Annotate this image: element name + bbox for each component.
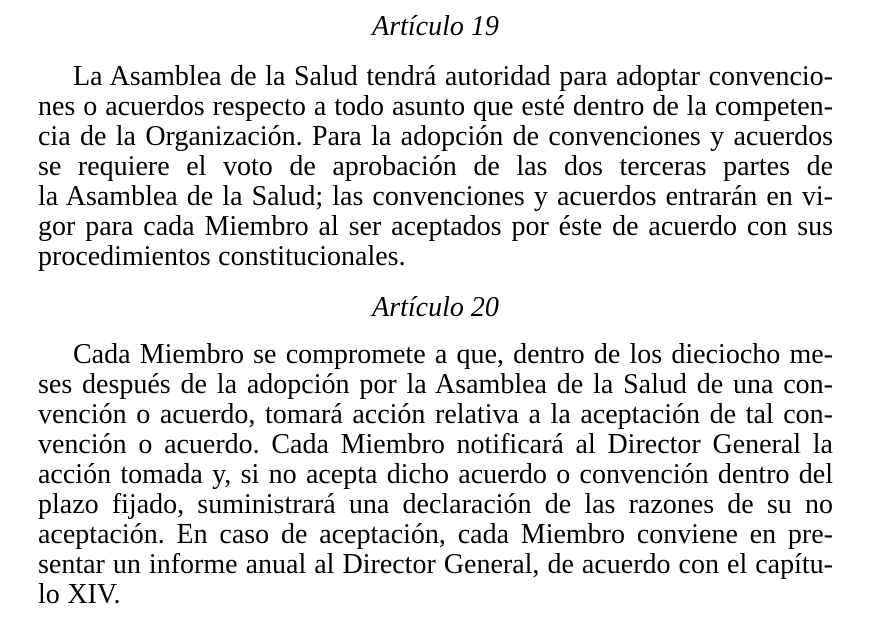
- article-19-paragraph: [38, 62, 833, 272]
- text-line: nes o acuerdos respecto a todo asunto que esté dentro de la competen-: [38, 91, 833, 122]
- text-line: cia de la Organización. Para la adopción de convenciones y acuerdos: [38, 121, 833, 152]
- text-line: gor para cada Miembro al ser aceptados por éste de acuerdo con sus: [38, 211, 833, 242]
- text-line: procedimientos constitucionales.: [38, 241, 406, 272]
- text-line: La Asamblea de la Salud tendrá autoridad para adoptar convencio-: [73, 61, 833, 92]
- text-line: ses después de la adopción por la Asamblea de la Salud de una con-: [38, 369, 833, 400]
- text-line: se requiere el voto de aprobación de las dos terceras partes de: [38, 151, 833, 182]
- text-line: la Asamblea de la Salud; las convenciones y acuerdos entrarán en vi-: [38, 181, 833, 212]
- article-19-heading: Artículo 19: [372, 11, 499, 42]
- text-line: lo XIV.: [38, 579, 121, 610]
- text-line: vención o acuerdo. Cada Miembro notificará al Director General la: [38, 429, 833, 460]
- text-line: plazo fijado, suministrará una declaración de las razones de su no: [38, 489, 833, 520]
- text-line: aceptación. En caso de aceptación, cada Miembro conviene en pre-: [38, 519, 833, 550]
- text-line: sentar un informe anual al Director General, de acuerdo con el capítu-: [38, 549, 833, 580]
- text-line: acción tomada y, si no acepta dicho acuerdo o convención dentro del: [38, 459, 833, 490]
- text-line: vención o acuerdo, tomará acción relativa a la aceptación de tal con-: [38, 399, 833, 430]
- text-line: Cada Miembro se compromete a que, dentro de los dieciocho me-: [73, 339, 833, 370]
- article-20-paragraph: [38, 340, 833, 610]
- article-20-heading: Artículo 20: [372, 292, 499, 323]
